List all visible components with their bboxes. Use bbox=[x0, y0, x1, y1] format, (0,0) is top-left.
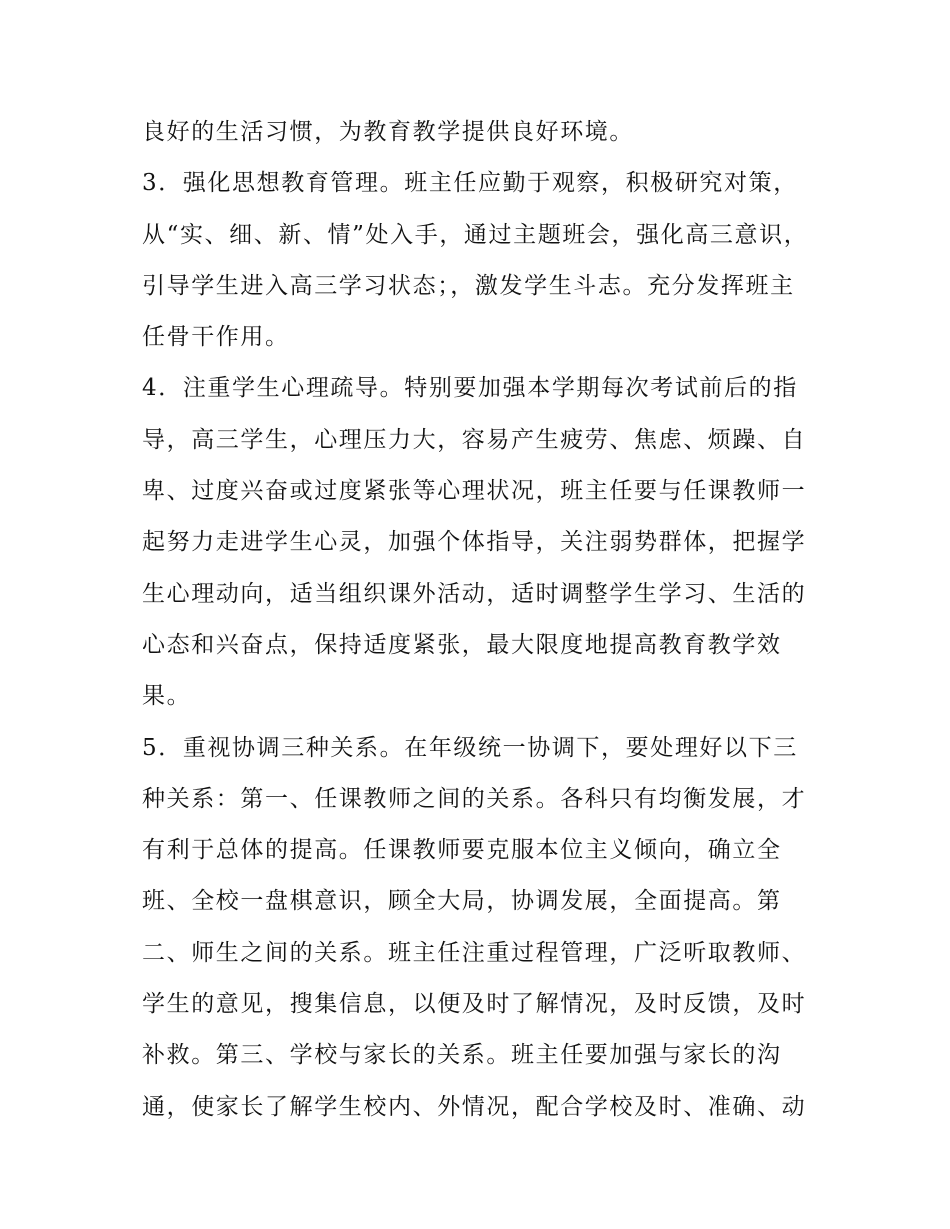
text-line: 有利于总体的提高。任课教师要克服本位主义倾向，确立全 bbox=[142, 837, 782, 864]
text-line: 种关系：第一、任课教师之间的关系。各科只有均衡发展，才 bbox=[142, 785, 807, 812]
text-line: 4．注重学生心理疏导。特别要加强本学期每次考试前后的指 bbox=[142, 375, 798, 402]
text-line: 通，使家长了解学生校内、外情况，配合学校及时、准确、动 bbox=[142, 1093, 807, 1120]
text-line: 导，高三学生，心理压力大，容易产生疲劳、焦虑、烦躁、自 bbox=[142, 426, 807, 453]
text-line: 二、师生之间的关系。班主任注重过程管理，广泛听取教师、 bbox=[142, 939, 807, 966]
text-line: 任骨干作用。 bbox=[142, 324, 290, 351]
document-body bbox=[142, 107, 842, 1133]
text-line: 心态和兴奋点，保持适度紧张，最大限度地提高教育教学效 bbox=[142, 631, 782, 658]
text-line: 果。 bbox=[142, 683, 192, 710]
text-line: 卑、过度兴奋或过度紧张等心理状况，班主任要与任课教师一 bbox=[142, 478, 807, 505]
text-line: 引导学生进入高三学习状态；，激发学生斗志。充分发挥班主 bbox=[142, 272, 795, 299]
text-line: 5．重视协调三种关系。在年级统一协调下，要处理好以下三 bbox=[142, 734, 798, 761]
text-line: 补救。第三、学校与家长的关系。班主任要加强与家长的沟 bbox=[142, 1042, 782, 1069]
text-line: 从“实、细、新、情”处入手，通过主题班会，强化高三意识， bbox=[142, 221, 809, 248]
text-line: 起努力走进学生心灵，加强个体指导，关注弱势群体，把握学 bbox=[142, 529, 807, 556]
text-line: 班、全校一盘棋意识，顾全大局，协调发展，全面提高。第 bbox=[142, 888, 782, 915]
text-line: 学生的意见，搜集信息，以便及时了解情况，及时反馈，及时 bbox=[142, 991, 807, 1018]
text-line: 良好的生活习惯，为教育教学提供良好环境。 bbox=[142, 119, 634, 145]
text-line: 生心理动向，适当组织课外活动，适时调整学生学习、生活的 bbox=[142, 580, 807, 607]
text-line: 3．强化思想教育管理。班主任应勤于观察，积极研究对策， bbox=[142, 170, 798, 197]
